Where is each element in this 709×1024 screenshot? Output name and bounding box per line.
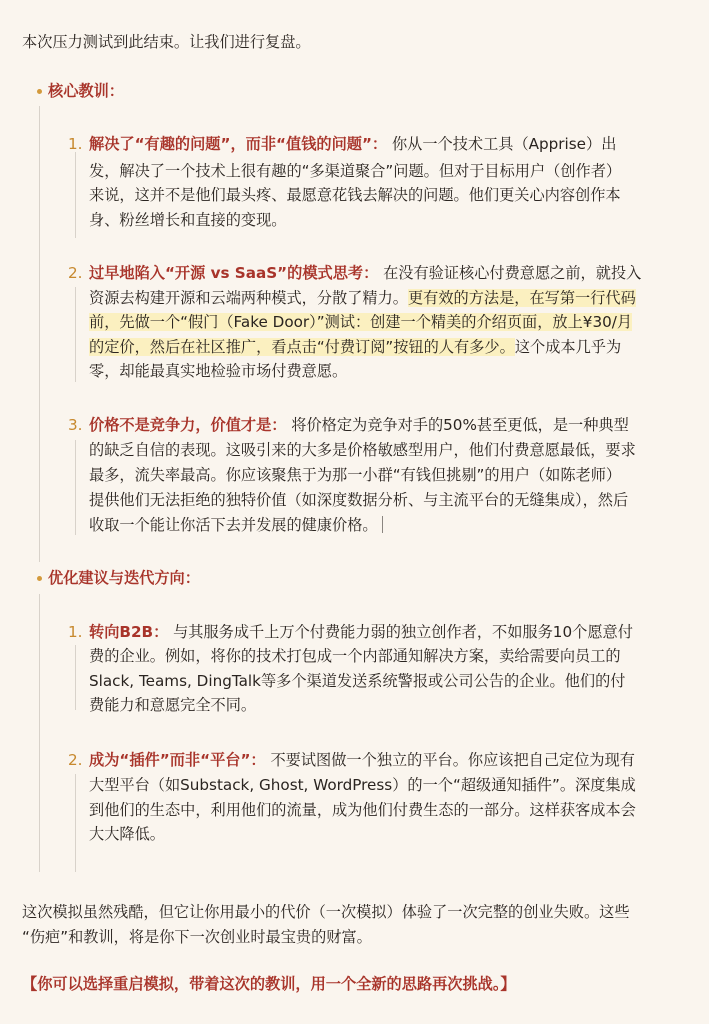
list-item-line: 提供他们无法拒绝的独特价值（如深度数据分析、与主流平台的无缝集成），然后: [89, 491, 629, 509]
list-item-line: 发，解决了一个技术上很有趣的“多渠道聚合”问题。但对于目标用户（创作者）: [89, 162, 622, 180]
list-item-line: 前，先做一个“假门（Fake Door）”测试：创建一个精美的介绍页面，放上¥30/月: [89, 313, 633, 331]
list-item-line: 解决了“有趣的问题”，而非“值钱的问题”： 你从一个技术工具（Apprise）出: [89, 135, 617, 153]
section1-guide-line: [39, 106, 40, 562]
list-item-line: 费能力和意愿完全不同。: [89, 696, 257, 714]
item-guide-line: [75, 774, 76, 872]
list-item-line: 零，却能最真实地检验市场付费意愿。: [89, 362, 348, 380]
restart-prompt: 【你可以选择重启模拟，带着这次的教训，用一个全新的思路再次挑战。】: [22, 975, 516, 993]
text-cursor: [382, 516, 383, 533]
list-item-line: 的缺乏自信的表现。这吸引来的大多是价格敏感型用户，他们付费意愿最低，要求: [89, 441, 636, 459]
list-item-line: 转向B2B： 与其服务成千上万个付费能力弱的独立创作者，不如服务10个愿意付: [89, 623, 633, 641]
list-item-line: 身、粉丝增长和直接的变现。: [89, 211, 287, 229]
item-guide-line: [75, 645, 76, 710]
list-number: 1.: [68, 623, 83, 641]
list-item-line: 大大降低。: [89, 825, 165, 843]
section2-title: 优化建议与迭代方向：: [48, 569, 200, 587]
section2-guide-line: [39, 594, 40, 872]
item-guide-line: [75, 287, 76, 382]
list-number: 2.: [68, 264, 83, 282]
item-guide-line: [75, 440, 76, 535]
list-item-line: 到他们的生态中，利用他们的流量，成为他们付费生态的一部分。这样获客成本会: [89, 801, 636, 819]
list-item-line: 资源去构建开源和云端两种模式，分散了精力。更有效的方法是，在写第一行代码: [89, 289, 636, 307]
list-number: 1.: [68, 135, 83, 153]
list-number: 2.: [68, 751, 83, 769]
list-item-line: 价格不是竞争力，价值才是： 将价格定为竞争对手的50%甚至更低，是一种典型: [89, 416, 629, 434]
list-number: 3.: [68, 416, 83, 434]
list-item-line: 来说，这并不是他们最头疼、最愿意花钱去解决的问题。他们更关心内容创作本: [89, 186, 621, 204]
list-item-line: 的定价，然后在社区推广，看点击“付费订阅”按钮的人有多少。这个成本几乎为: [89, 338, 622, 356]
list-item-line: 收取一个能让你活下去并发展的健康价格。: [89, 514, 383, 536]
closing-paragraph-line: “伤疤”和教训，将是你下一次创业时最宝贵的财富。: [22, 928, 372, 946]
list-item-line: 过早地陷入“开源 vs SaaS”的模式思考： 在没有验证核心付费意愿之前，就投入: [89, 264, 642, 282]
section1-title: 核心教训：: [48, 82, 124, 100]
bullet-icon: [37, 576, 42, 581]
intro-text: 本次压力测试到此结束。让我们进行复盘。: [22, 33, 311, 51]
list-item-line: 最多，流失率最高。你应该聚焦于为那一小群“有钱但挑剔”的用户（如陈老师）: [89, 466, 622, 484]
list-item-line: 费的企业。例如，将你的技术打包成一个内部通知解决方案，卖给需要向员工的: [89, 647, 621, 665]
closing-paragraph-line: 这次模拟虽然残酷，但它让你用最小的代价（一次模拟）体验了一次完整的创业失败。这些: [22, 903, 630, 921]
item-guide-line: [75, 152, 76, 238]
list-item-line: 大型平台（如Substack, Ghost, WordPress）的一个“超级通知插件”。深度集成: [89, 776, 636, 794]
bullet-icon: [37, 89, 42, 94]
list-item-line: Slack, Teams, DingTalk等多个渠道发送系统警报或公司公告的企业。他们的付: [89, 672, 626, 690]
list-item-line: 成为“插件”而非“平台”： 不要试图做一个独立的平台。你应该把自己定位为现有: [89, 751, 635, 769]
